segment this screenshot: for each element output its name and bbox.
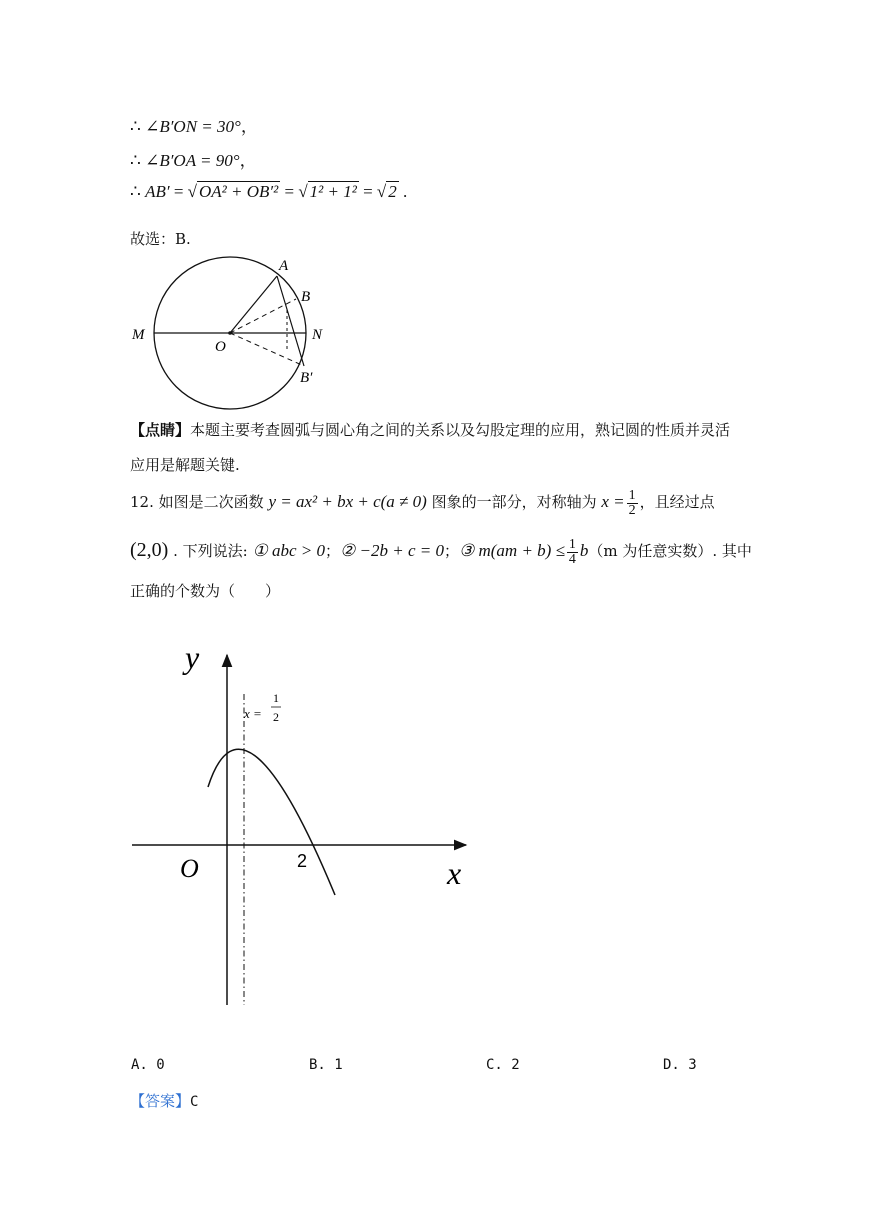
step-1-expr: ∠B′ON = 30° [145, 117, 241, 136]
y-label: y [185, 639, 200, 675]
statement-3-frac: $\frac{1}{4}$ [568, 536, 576, 567]
question-func: y = ax² + bx + c(a ≠ 0) [268, 492, 427, 511]
answer-value: C [190, 1094, 199, 1110]
sep-2: ； [443, 542, 459, 560]
sep-1: ； [325, 542, 341, 560]
statement-3-rhs: b [579, 541, 589, 560]
x-label: x [447, 855, 462, 891]
question-line-2 [130, 532, 752, 569]
segment-oa [230, 276, 277, 333]
question-point: (2,0) [130, 539, 169, 561]
parabola-graph [125, 638, 480, 1010]
option-a: A. 0 [131, 1057, 165, 1073]
choice-line: 故选：B. [130, 230, 191, 248]
step-3-eq: = [173, 182, 184, 201]
comment-text-1: 本题主要考查圆弧与圆心角之间的关系以及勾股定理的应用，熟记圆的性质并灵活 [190, 421, 731, 439]
center-dot [228, 331, 232, 335]
answer-bracket: 【答案】 [130, 1092, 191, 1110]
segment-ob-dashed [230, 299, 296, 333]
comment-line-2: 应用是解题关键. [130, 456, 240, 474]
circle-figure [128, 252, 338, 414]
statement-1: ① abc > 0 [252, 541, 325, 560]
question-line-1 [130, 484, 715, 520]
origin-label: O [180, 854, 199, 883]
segment-ob-prime-dashed [230, 333, 304, 366]
axis-label-lhs: x = [244, 706, 262, 721]
segment-ab-prime [277, 276, 304, 366]
question-line-3: 正确的个数为（ ） [130, 582, 281, 600]
question-axis-frac: $\frac{1}{2}$ [628, 487, 636, 518]
label-m: M [132, 327, 145, 343]
step-3-root-1: OA² + OB′² [199, 182, 279, 201]
solution-step-1: ∴ ∠B′ON = 30°， [130, 117, 258, 136]
question-text-c: ，且经过点 [639, 493, 715, 511]
label-a: A [279, 258, 289, 274]
question-text-b: 图象的一部分，对称轴为 [431, 493, 597, 511]
solution-step-2: ∴ ∠B′OA = 90°， [130, 151, 257, 170]
option-d: D. 3 [663, 1057, 697, 1073]
step-3-root-2: 1² + 1² [309, 182, 357, 201]
comment-bracket: 【点睛】 [130, 421, 191, 439]
statement-3-paren: （m 为任意实数）. 其中 [588, 542, 752, 560]
step-3-root-3: 2 [388, 182, 397, 201]
label-o: O [215, 339, 226, 355]
question-text-a: 如图是二次函数 [158, 493, 264, 511]
question-text-d: . 下列说法: [173, 542, 248, 560]
question-axis-lhs: x = [601, 492, 625, 511]
statement-3-lhs: ③ m(am + b) ≤ [458, 541, 565, 560]
root-label: 2 [297, 851, 308, 871]
answer-line [130, 1090, 198, 1111]
option-b: B. 1 [309, 1057, 343, 1073]
option-c: C. 2 [486, 1057, 520, 1073]
label-n: N [312, 327, 323, 343]
axis-label-den: 2 [273, 710, 279, 724]
step-2-expr: ∠B′OA = 90° [145, 151, 240, 170]
label-b: B [301, 289, 311, 305]
comment-line-1 [130, 419, 730, 440]
solution-step-3: ∴ AB′ = √ OA² + OB′² = √ 1² + 1² = √ 2 . [130, 182, 408, 201]
axis-label-num: 1 [273, 691, 279, 705]
statement-2: ② −2b + c = 0 [340, 541, 444, 560]
step-3-lhs: AB′ [145, 182, 170, 201]
question-number: 12. [130, 493, 154, 511]
label-b-prime: B′ [300, 370, 313, 386]
